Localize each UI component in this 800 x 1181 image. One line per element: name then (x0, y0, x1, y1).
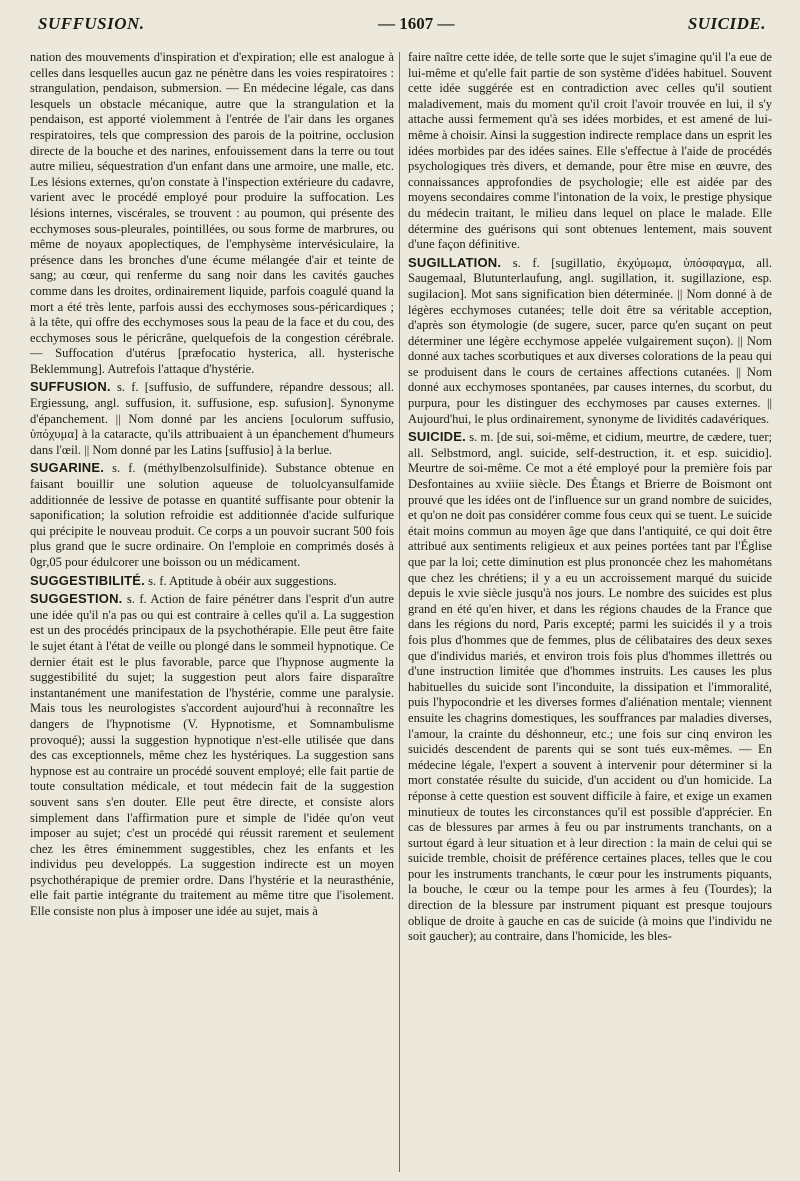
right-column (408, 50, 772, 945)
column-divider (399, 52, 400, 1172)
entry-text: s. f. [sugillatio, ἐκχύμωμα, ὑπόσφαγμα, all. Saugemaal, Blutunterlaufung, angl. sugillation, it. sugillazione, esp. sugilacion]. Mot sans signification bien déterminée. || Nom donné à de légères ecchymoses cutanées; telle doit être sa véritable acception, d'après son étymologie (de sugere, sucer, parce qu'en suçant on peut déterminer une légère ecchymose appelée vulgairement suçon). || Nom donné aux taches scorbutiques et aux diverses colorations de la peau qui se produisent dans le cours de certaines affections cutanées. || Nom donné aux ecchymoses spontanées, par causes internes, du scorbut, du purpura, pour les distinguer des ecchymoses par causes externes. || Aujourd'hui, le plus ordinairement, synonyme de lividités cadavériques. (408, 255, 772, 426)
entry-headword: SUFFUSION. (30, 379, 111, 395)
entry-text: s. f. Action de faire pénétrer dans l'esprit d'un autre une idée qu'il n'a pas ou qui est contraire à celles qu'il a. La suggestion est un des procédés principaux de la psychothérapie. Elle peut être faite le sujet étant à l'état de veille ou plongé dans le sommeil hypnotique. Ce dernier était est le plus favorable, parce que l'hypnose augmente la suggestibilité du sujet; la suggestion peut alors faire disparaître instantanément une manifestation de l'hystérie, comme une paralysie. Mais tous les neurologistes s'accordent aujourd'hui à reconnaître les dangers de l'hypnotisme (V. Hypnotisme, et Somnambulisme provoqué); aussi la suggestion hypnotique n'est-elle utilisée que dans des cas exceptionnels, même chez les hystériques. La suggestion sans hypnose est au contraire un procédé souvent employé; elle fait partie de toute consultation médicale, et tout médecin fait de la suggestion souvent sans s'en douter. Elle peut être directe, et consiste alors simplement dans l'affirmation pure et simple de l'idée qu'on veut imposer au sujet; c'est un procédé qui réussit rarement et seulement chez les êtres éminemment suggestibles, chez les enfants et les individus peu developpés. La suggestion indirecte est un moyen psychothérapique de premier ordre. Dans l'hystérie et la neurasthénie, elle fait partie intégrante du traitement au même titre que l'isolement. Elle consiste non plus à imposer une idée au sujet, mais à (30, 592, 394, 919)
entry-headword: SUICIDE. (408, 429, 466, 445)
entry-text: s. f. (méthylbenzolsulfinide). Substance obtenue en faisant bouillir une solution aqueuse de toluolcyansulfamide additionnée de lessive de potasse en quantité suffisante pour obtenir la saponification; la solution refroidie est additionnée d'acide sulfurique qui précipite le nouveau produit. Ce corps a un pouvoir sucrant 500 fois plus grand que le sucre ordinaire. On l'emploie en comprimés dosés à 0gr,05 pour édulcorer une boisson ou un médicament. (30, 461, 394, 569)
running-header (38, 14, 766, 50)
header-right-word: SUICIDE. (687, 14, 766, 33)
entry-text: faire naître cette idée, de telle sorte que le sujet s'imagine qu'il l'a eue de lui-même et qu'elle fait partie de son système d'idées habituel. Souvent cette idée suggérée est en contradiction avec celles qu'il soutient maladivement, mais du moment qu'il croit l'avoir trouvée en lui, il s'y attache aussi fermement qu'à ses idées morbides, et est amené de lui-même à choisir. Ainsi la suggestion indirecte remplace dans un esprit les idées morbides par des idées saines. Elle s'effectue à l'aide de procédés psychologiques très divers, et demande, pour être mise en œuvre, des connaissances approfondies de psychologie; elle est aidée par des moyens secondaires comme l'intonation de la voix, le prestige physique du médecin traitant, le milieu dans lequel on place le malade. Elle détermine des guérisons qui sont obtenues lentement, mais souvent d'une façon définitive. (408, 50, 772, 252)
dictionary-entry (408, 429, 772, 945)
dictionary-entry (408, 255, 772, 428)
entry-text: s. f. Aptitude à obéir aux suggestions. (148, 573, 337, 588)
header-left-word: SUFFUSION. (38, 14, 145, 33)
entry-text: nation des mouvements d'inspiration et d'expiration; elle est analogue à celles dans lesquelles aucun gaz ne pénètre dans les voies respiratoires : strangulation, pendaison, submersion. — En médecine légale, cas dans lesquels un obstacle mécanique, autre que la strangulation et la pendaison, est apporté violemment à l'entrée de l'air dans les organes respiratoires, tels que compression des parois de la poitrine, occlusion directe de la bouche et des narines, enfouissement dans la terre ou tout autre milieu, séquestration d'un enfant dans une armoire, une malle, etc. Les lésions externes, qu'on constate à l'inspection extérieure du cadavre, varient avec le procédé employé pour produire la suffocation. Les lésions internes, viscérales, se trouvent : au poumon, qui présente des ecchymoses sous-pleurales, pointillées, ou sous forme de marbrures, ou même de noyaux apoplectiques, de l'emphysème intervésiculaire, la présence dans les bronches d'une écume mélangée d'air et teinte de sang; au cœur, qui renferme du sang noir dans les cavités gauches comme dans les droites, ordinairement liquide, parfois coagulé quand la mort a été très lente, parfois aussi des ecchymoses sous-péricardiques ; à la tête, qui offre des ecchymoses sous la peau de la face et du cou, des ecchymoses sous le péricrâne, quelquefois de la congestion cérébrale. — Suffocation d'utérus [præfocatio hysterica, all. hysterische Beklemmung]. Autrefois l'attaque d'hystérie. (30, 50, 394, 376)
entry-text: s. m. [de sui, soi-même, et cidium, meurtre, de cædere, tuer; all. Selbstmord, angl. suicide, self-destruction, it. et esp. suicidio]. Meurtre de soi-même. Ce mot a été employé pour la première fois par Desfontaines au xviiie siècle. Des Étangs et Brierre de Boismont ont prouvé que les idées ont de l'influence sur un grand nombre de suicides, et qu'on ne doit pas considérer comme fous ceux qui se tuent. Le suicide était moins commun au moyen âge que dans l'antiquité, ce qui doit être attribué aux sentiments religieux et aux peines portées tant par l'Église que par la loi; cette diminution est plus prononcée chez les mahométans que chez les chrétiens; il y a eu un accroissement marqué du suicide depuis le xvie siècle jusqu'à nos jours. Le nombre des suicides est plus grand en été qu'en hiver, et dans les régions chaudes de la France que dans les régions du nord, Paris excepté; parmi les suicidés il y a trois fois plus d'hommes que de femmes, plus de célibataires des deux sexes que d'individus mariés, et environ trois fois plus d'hommes illettrés ou d'une instruction limitée que d'hommes instruits. Les causes les plus habituelles du suicide sont l'inconduite, la dissipation et l'immoralité, puis l'hypocondrie et les diverses formes d'aliénation mentale; viennent ensuite les chagrins domestiques, les souffrances par maladies diverses, l'amour, la crainte du déshonneur, etc.; une fois sur cinq environ les suicidés descendent de parents qui se sont tués eux-mêmes. — En médecine légale, l'expert a souvent à intervenir pour déterminer si la mort constatée résulte du suicide, d'un accident ou d'un homicide. La réponse à cette question est souvent difficile à faire, et exige un examen minutieux de toutes les circonstances qu'il est possible d'apprécier. En cas de blessures par armes à feu ou par instruments tranchants, on a surtout égard à leur situation et à leur direction : la main de celui qui se suicide tremble, choisit de préférence certaines places, telles que le cou pour les instruments tranchants, le cœur pour les instruments piquants, la bouche, le cœur ou la tempe pour les armes à feu (Tourdes); la direction de la blessure par instrument piquant est presque toujours oblique de droite à gauche en cas de suicide (à moins que l'individu ne soit gaucher); au contraire, dans l'homicide, les bles- (408, 430, 772, 944)
continued-text (30, 50, 394, 377)
dictionary-entry (30, 379, 394, 458)
entry-headword: SUGARINE. (30, 460, 105, 476)
entry-text: s. f. [suffusio, de suffundere, répandre dessous; all. Ergiessung, angl. suffusion, it. suffusione, esp. sufusion]. Synonyme d'épanchement. || Nom donné par les anciens [oculorum suffusio, ὑπόχυμα] à la cataracte, qu'ils attribuaient à un épanchement d'humeurs dans l'œil. || Nom donné par les Latins [suffusio] à la berlue. (30, 380, 395, 457)
entry-headword: SUGGESTIBILITÉ. (30, 572, 145, 588)
entry-headword: SUGILLATION. (408, 254, 502, 270)
dictionary-entry (30, 573, 394, 590)
dictionary-entry (30, 591, 394, 919)
left-column (30, 50, 394, 945)
entry-headword: SUGGESTION. (30, 591, 123, 607)
continued-text (408, 50, 772, 253)
dictionary-entry (30, 460, 394, 570)
page-number: — 1607 — (377, 14, 455, 33)
